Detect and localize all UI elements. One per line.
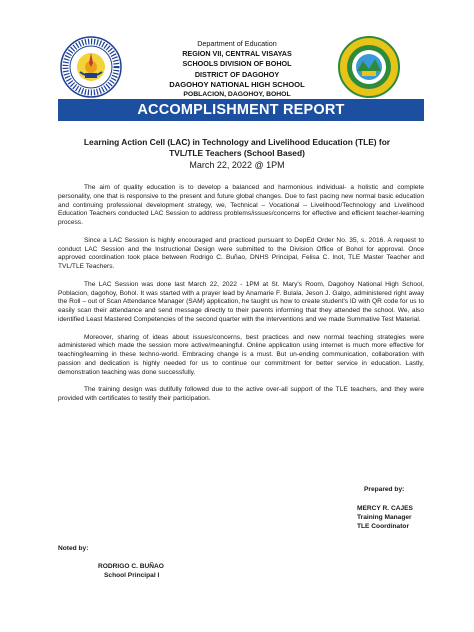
paragraph: The aim of quality education is to develop a balanced and harmonious individual- a holistic and complete personality, one that is responsive to the present and future global changes. Due to fast pacing new normal basic education and continuing professional development strategy, we, Technical – Vocational – Livelihood/Technology and Livelihood Education Teachers conducted LAC Session to address problems/issues/concerns for effective and efficient teacher-learning process. (58, 184, 424, 227)
preparer-role-2: TLE Coordinator (357, 522, 410, 530)
school-address: POBLACION, DAGOHOY, BOHOL (183, 91, 291, 99)
preparer-role: Training Manager (357, 513, 412, 521)
report-date: March 22, 2022 @ 1PM (189, 160, 285, 170)
paragraph: The training design was dutifully followed due to the active over-all support of the TLE teachers, and they were provided with certificates to testify their participation. (58, 386, 424, 403)
preparer-name: MERCY R. CAJES (357, 505, 413, 512)
title-line-2: TVL/TLE Teachers (School Based) (169, 148, 305, 158)
paragraph: Moreover, sharing of ideas about issues/concerns, best practices and new normal teaching strategies were administered which made the session more active/meaningful. Online application using internet is much more effective for teaching/learning in these techno-world. Embracing change is a must. But un-ending communication, collaboration with passion and dedication is highly needed for us to continue our commitment for better service in education. Lastly, demonstration teaching was done successfully. (58, 333, 424, 376)
prepared-by-label: Prepared by: (364, 486, 405, 493)
letterhead (120, 39, 354, 100)
paragraph: Since a LAC Session is highly encouraged and practiced pursuant to DepEd Order No. 35, s. 2016. A request to conduct LAC Session and the Instructional Design were submitted to the Division Office of Bohol for approval. Once approved coordination took place between Rodrigo C. Buñao, DNHS Principal, Felisa C. Inot, TLE Master Teacher and TVL/TLE Teachers. (58, 236, 424, 271)
region-name: REGION VII, CENTRAL VISAYAS (182, 49, 292, 59)
noted-by-label: Noted by: (58, 545, 89, 552)
district-name: DISTRICT OF DAGOHOY (194, 69, 280, 79)
division-name: SCHOOLS DIVISION OF BOHOL (182, 59, 292, 69)
report-banner: ACCOMPLISHMENT REPORT (58, 99, 424, 121)
noter-name: RODRIGO C. BUÑAO (98, 563, 164, 570)
department-name: Department of Education (197, 39, 277, 48)
report-body (58, 184, 424, 413)
noter-role: School Principal I (104, 571, 160, 579)
paragraph: The LAC Session was done last March 22, 2022 - 1PM at St. Mary's Room, Dagohoy National High School, Poblacion, dagohoy, Bohol. It was started with a prayer lead by Anamarie F. Bulala. Jeson J. Galgo, administered right away the Roll – out of Scan Attendance Manager (SAM) application, he taught us how to create student's ID with QR code for us to easily scan their attendance and send message directly to their parents informing that they attended the school. We, also identified Least Mastered Competencies of the second quarter with the interventions and we made Summative Test Material. (58, 280, 424, 323)
deped-seal-icon (60, 36, 122, 98)
prepared-by-block (357, 505, 413, 531)
report-title (40, 137, 434, 159)
noted-by-block (98, 563, 164, 581)
title-line-1: Learning Action Cell (LAC) in Technology and Livelihood Education (TLE) for (83, 137, 391, 147)
school-name: DAGOHOY NATIONAL HIGH SCHOOL (169, 79, 305, 89)
